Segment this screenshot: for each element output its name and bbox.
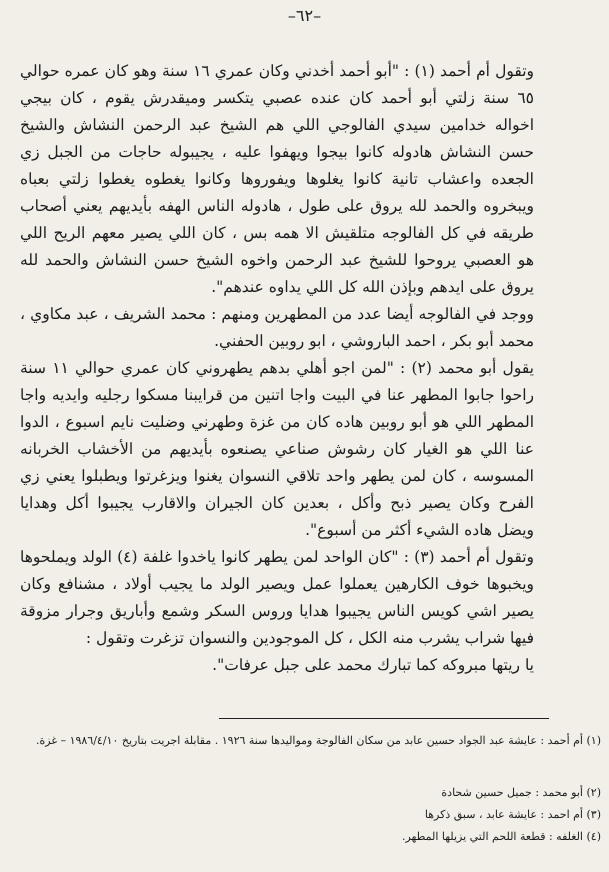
body-text xyxy=(20,58,560,679)
paragraph-1: وتقول أم أحمد (١) : "أبو أحمد أخدني وكان عمري ١٦ سنة وهو كان عمره حوالي ٦٥ سنة زلتي أبو أحمد كان عنده عصبي يتكسر وميقدرش يقوم ، كان بيجي اخواله خدامين سيدي الفالوجي اللي هم الشيخ عبد الرحمن النشاش والشيخ حسن النشاش هادوله كانوا بيجوا ويهفوا عليه ، يجيبوله حاجات من الجبل زي الجعده واعشاب تانية كانوا يغلوها ويفوروها وكانوا يغطوه يغطوا زلتي بعباه ويبخروه والحمد لله يروق على طول ، هادوله الناس الهفه بأيديهم يعني أصحاب طريقه في كل الفالوجه متلقيش الا همه بس ، كان اللي يصير معهم الريح اللي هو العصبي يروحوا للشيخ عبد الرحمن واخوه الشيخ حسن النشاش والحمد لله يروق على ايدهم وبإذن الله كل اللي يداوه عندهم". xyxy=(20,62,534,296)
footnote-2: (٢) أبو محمد : جميل حسين شحادة xyxy=(441,786,601,799)
paragraph-2: ووجد في الفالوجه أيضا عدد من المطهرين ومنهم : محمد الشريف ، عبد مكاوي ، محمد أبو بكر ، احمد الباروشي ، ابو روبين الحفني. xyxy=(20,305,534,350)
footnote-4: (٤) الغلفه : قطعة اللحم التي يزيلها المطهر. xyxy=(401,830,601,843)
paragraph-4: وتقول أم أحمد (٣) : "كان الواحد لمن يطهر كانوا ياخدوا غلفة (٤) الولد ويملحوها ويخبوها خوف الكارهين يعملوا عمل ويصير الولد ما يجيب أولاد ، مشنافع وكان يصير اشي كويس الناس يجيبوا هدايا وروس السكر وشمع وأباريق وجرار مزوقة فيها شراب يشرب منه الكل ، كل الموجودين والنسوان تزغرت وتقول : xyxy=(20,548,534,647)
paragraph-3: يقول أبو محمد (٢) : "لمن اجو أهلي بدهم يطهروني كان عمري حوالي ١١ سنة راحوا جابوا المطهر عنا في البيت واجا اتنين من قرايبنا مسكوا رجليه وايديه واجا المطهر اللي هو أبو روبين هاده كان من غزة وطهرني وضليت نايم اسبوع ، الدوا عنا اللي هو الغيار كان رشوش صناعي يصنعوه بأيديهم من الأخشاب الخربانه المسوسه ، كان لمن يطهر واحد تلاقي النسوان يغنوا ويزغرتوا ويطبلوا يعني زي الفرح وكان يصير ذبح وأكل ، بعدين كان الجيران والاقارب يجيبوا أكل وهدايا ويضل هاده الشيء أكثر من أسبوع". xyxy=(20,359,534,539)
page-number: –٦٢– xyxy=(287,6,322,25)
footnote-3: (٣) أم احمد : عايشة عابد ، سبق ذكرها xyxy=(424,808,601,821)
footnote-divider xyxy=(219,718,549,719)
footnote-1: (١) أم أحمد : عايشة عبد الجواد حسين عابد من سكان الفالوجة ومواليدها سنة ١٩٢٦ . مقابلة اجريت بتاريخ ١٩٨٦/٤/١٠ – غزة. xyxy=(36,734,601,747)
footnotes xyxy=(11,730,601,848)
paragraph-5-verse: يا ريتها مبروكه كما تبارك محمد على جبل عرفات". xyxy=(212,656,534,674)
